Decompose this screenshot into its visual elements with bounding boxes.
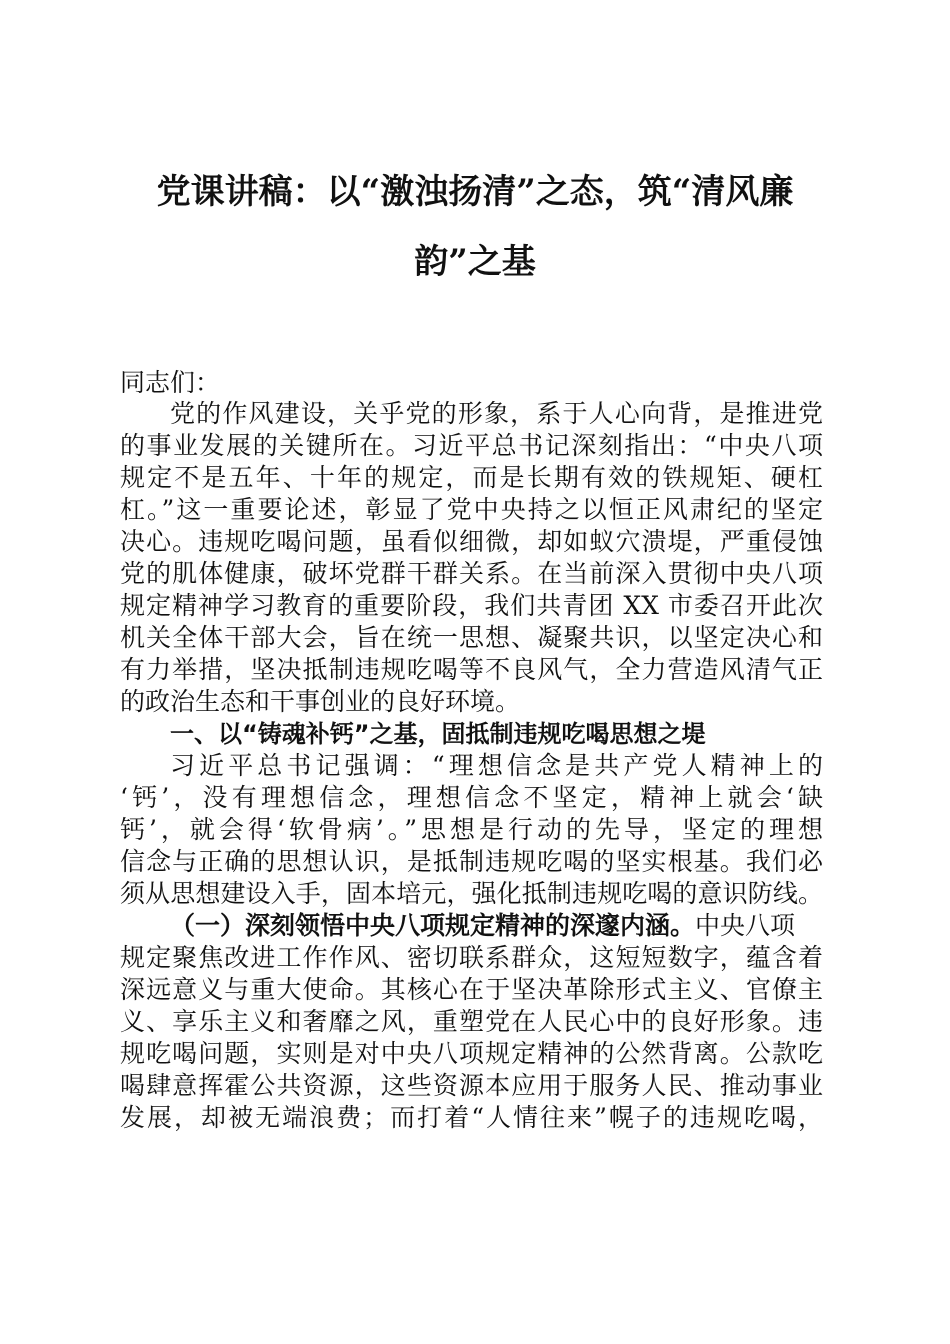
paragraph-line: 发展，却被无端浪费；而打着“人情往来”幌子的违规吃喝， [120, 1103, 823, 1132]
paragraph-line: 规定不是五年、十年的规定，而是长期有效的铁规矩、硬杠 [120, 463, 823, 492]
section-heading: 一、以“铸魂补钙”之基，固抵制违规吃喝思想之堤 [170, 720, 706, 748]
paragraph-line: 规吃喝问题，实则是对中央八项规定精神的公然背离。公款吃 [120, 1039, 823, 1068]
paragraph-line: 喝肆意挥霍公共资源，这些资源本应用于服务人民、推动事业 [120, 1071, 823, 1100]
paragraph-line: 义、享乐主义和奢靡之风，重塑党在人民心中的良好形象。违 [120, 1007, 823, 1036]
paragraph-line: 党的肌体健康，破坏党群干群关系。在当前深入贯彻中央八项 [120, 559, 823, 588]
paragraph-line: 信念与正确的思想认识，是抵制违规吃喝的坚实根基。我们必 [120, 847, 823, 876]
document-title-line-2: 韵”之基 [414, 242, 536, 282]
paragraph-line: 钙’，就会得‘软骨病’。”思想是行动的先导，坚定的理想 [120, 815, 823, 844]
subsection-line [170, 910, 823, 942]
subsection-heading: （一）深刻领悟中央八项规定精神的深邃内涵。 [170, 911, 696, 940]
paragraph-line: 机关全体干部大会，旨在统一思想、凝聚共识，以坚定决心和 [120, 623, 823, 652]
paragraph-line: 党的作风建设，关乎党的形象，系于人心向背，是推进党 [170, 399, 823, 428]
paragraph-line: ‘钙’，没有理想信念，理想信念不坚定，精神上就会‘缺 [120, 783, 823, 812]
paragraph-line: 的事业发展的关键所在。习近平总书记深刻指出：“中央八项 [120, 431, 823, 460]
paragraph-line: 杠。”这一重要论述，彰显了党中央持之以恒正风肃纪的坚定 [120, 495, 823, 524]
paragraph-line: 有力举措，坚决抵制违规吃喝等不良风气，全力营造风清气正 [120, 655, 823, 684]
paragraph-line: 的政治生态和干事创业的良好环境。 [120, 687, 521, 716]
paragraph-line: 规定精神学习教育的重要阶段，我们共青团 XX 市委召开此次 [120, 591, 823, 620]
paragraph-line: 深远意义与重大使命。其核心在于坚决革除形式主义、官僚主 [120, 975, 823, 1004]
salutation: 同志们： [120, 368, 221, 397]
document-title-line-1: 党课讲稿：以“激浊扬清”之态，筑“清风廉 [156, 172, 794, 212]
paragraph-line: 须从思想建设入手，固本培元，强化抵制违规吃喝的意识防线。 [120, 879, 823, 908]
paragraph-line: 习近平总书记强调：“理想信念是共产党人精神上的 [170, 751, 823, 780]
paragraph-line: 规定聚焦改进工作作风、密切联系群众，这短短数字，蕴含着 [120, 943, 823, 972]
paragraph-line: 决心。违规吃喝问题，虽看似细微，却如蚁穴溃堤，严重侵蚀 [120, 527, 823, 556]
subsection-text: 中央八项 [695, 911, 796, 940]
